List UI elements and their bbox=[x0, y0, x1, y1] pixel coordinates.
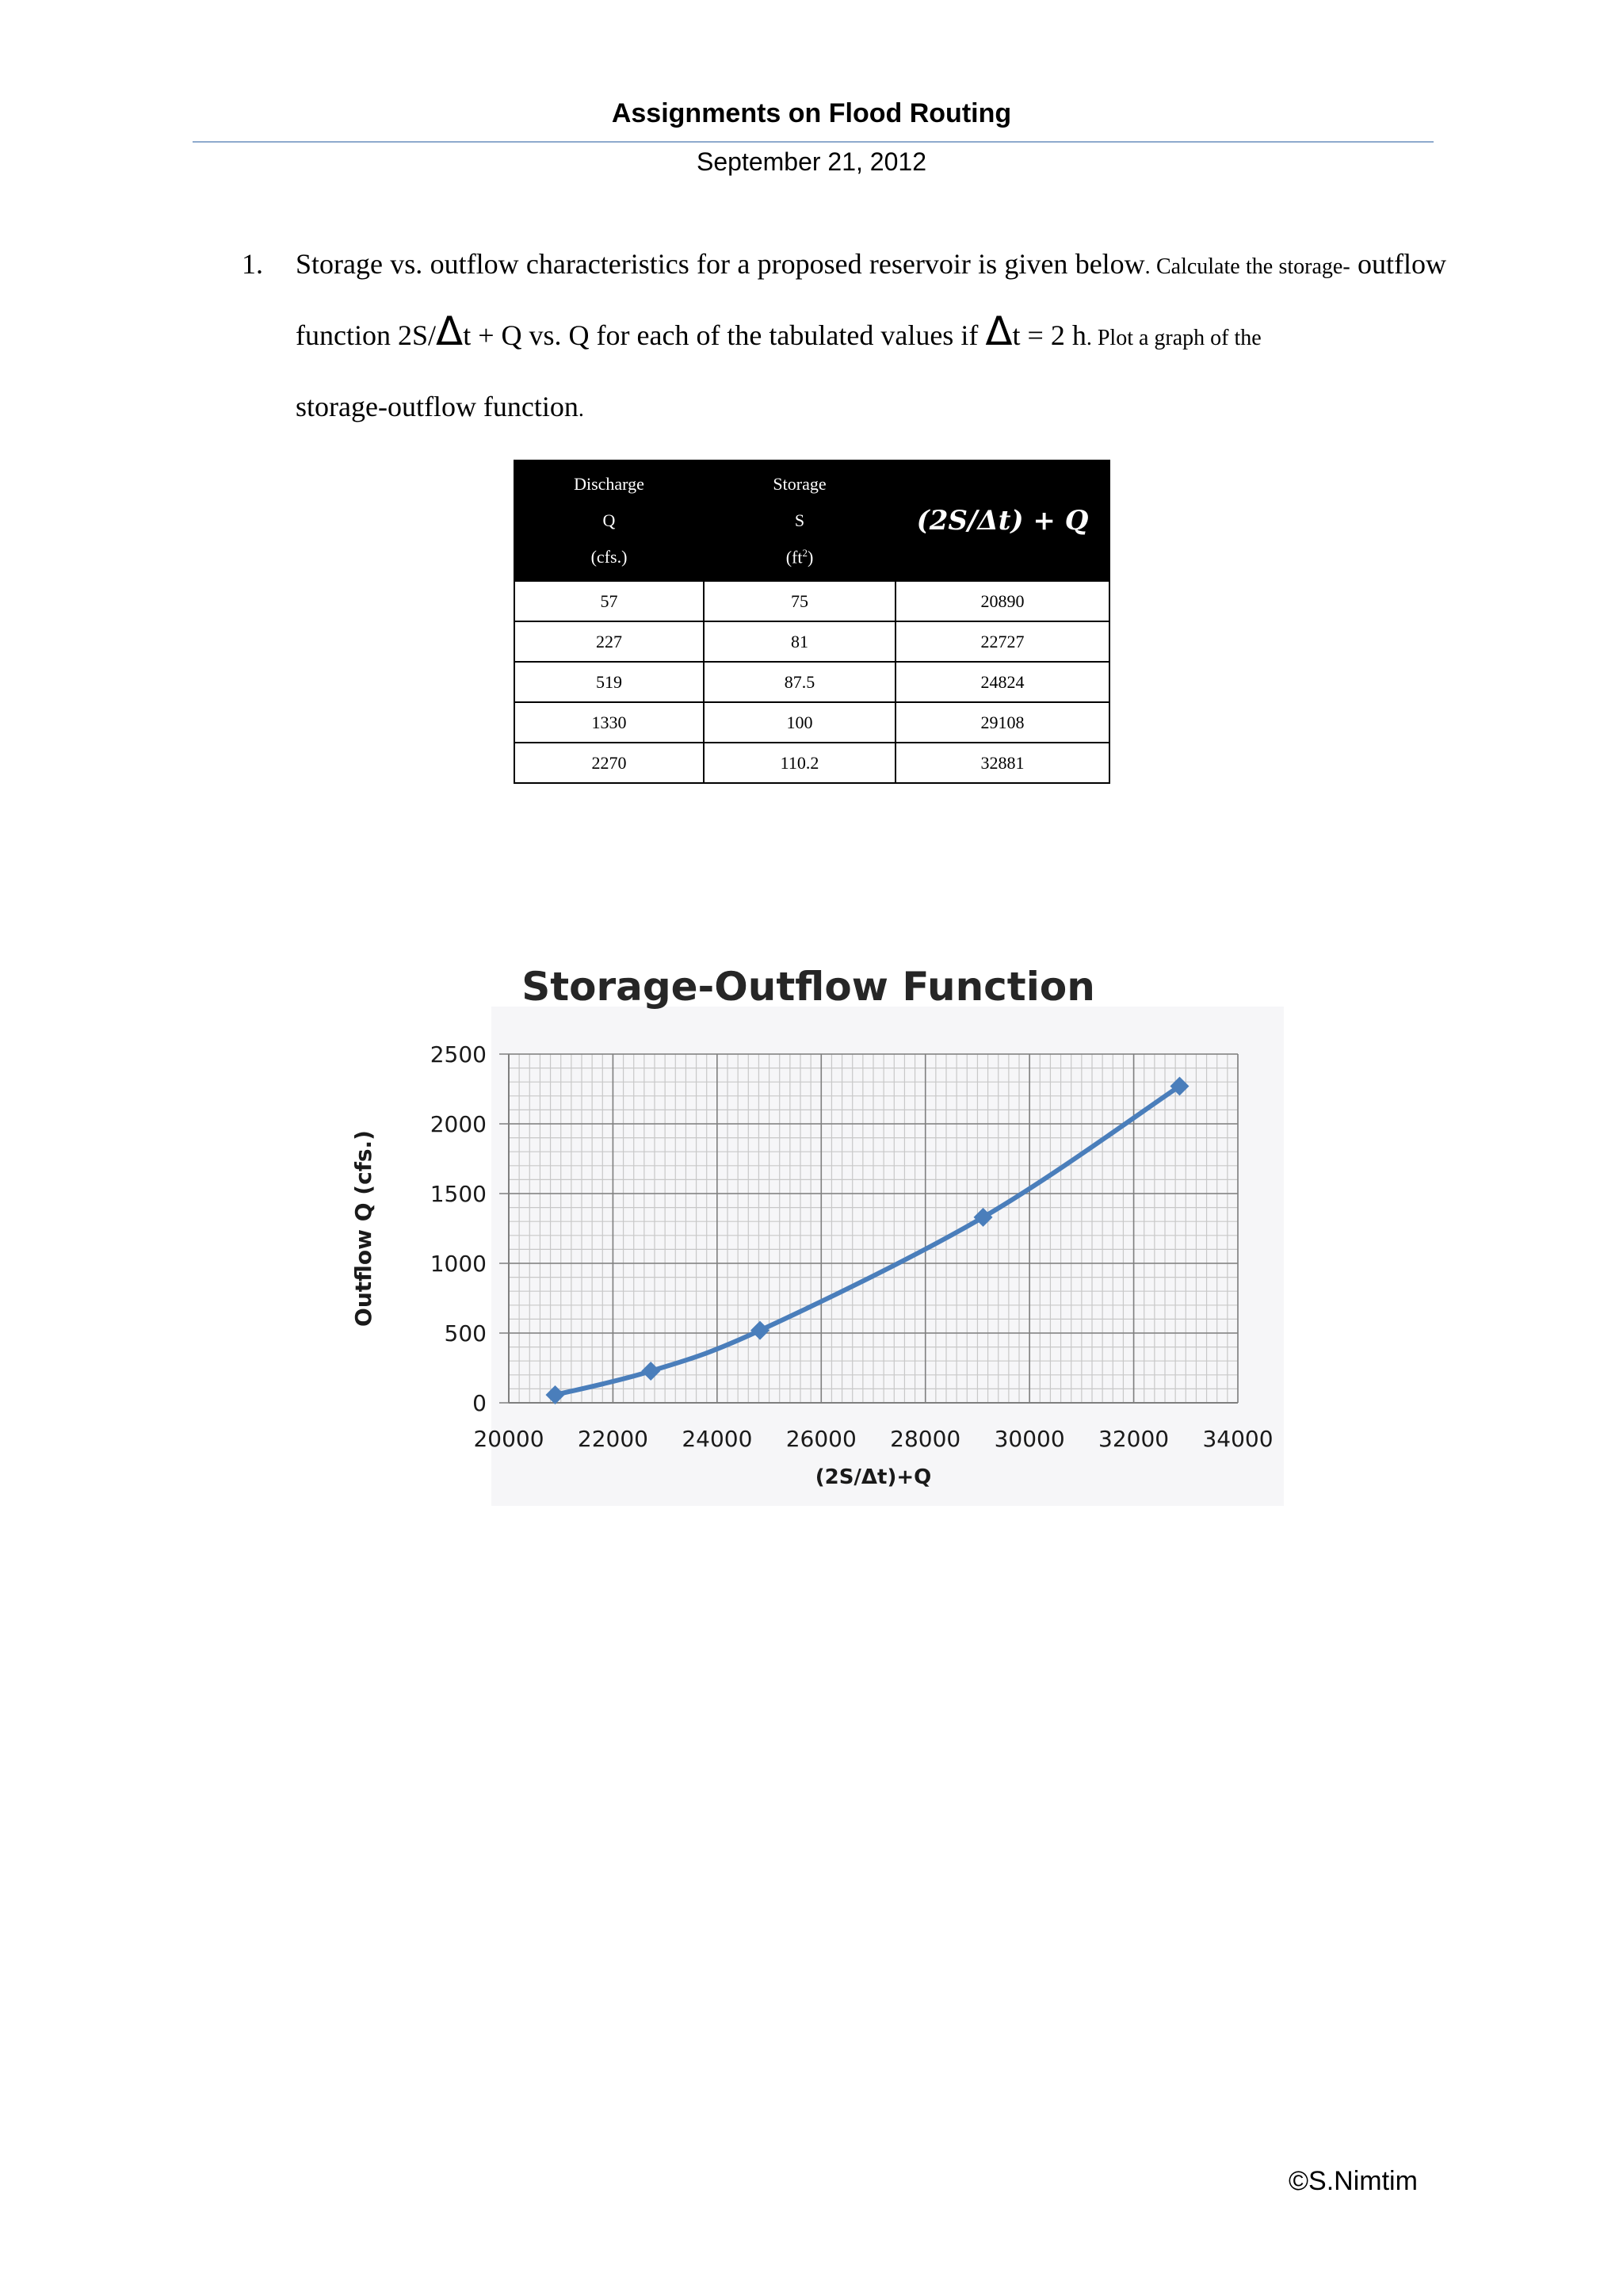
delta-symbol: Δ bbox=[436, 308, 464, 354]
x-tick-label: 26000 bbox=[785, 1426, 857, 1452]
table-cell-function: 29108 bbox=[896, 702, 1109, 743]
header-discharge-title: Discharge bbox=[574, 474, 644, 494]
document-date: September 21, 2012 bbox=[697, 147, 926, 176]
table-row bbox=[514, 621, 1109, 662]
y-tick-label: 0 bbox=[472, 1390, 487, 1416]
question-line1-punct: . Calculate the storage- bbox=[1144, 254, 1350, 279]
table-cell-discharge: 2270 bbox=[514, 743, 704, 783]
header-function-formula: (2S/Δt) + Q bbox=[916, 505, 1089, 537]
y-tick-label: 1000 bbox=[430, 1251, 487, 1277]
y-axis-label: Outflow Q (cfs.) bbox=[350, 1130, 376, 1327]
header-storage-unit: $(ft^2)$ bbox=[785, 546, 814, 567]
question-number: 1. bbox=[242, 248, 263, 280]
chart-svg bbox=[333, 951, 1300, 1506]
data-point-marker bbox=[545, 1385, 564, 1404]
header-storage-title: Storage bbox=[773, 473, 827, 494]
question-line3-end: . bbox=[578, 397, 584, 422]
document-title: Assignments on Flood Routing bbox=[611, 98, 1012, 128]
y-tick-label: 2000 bbox=[430, 1111, 487, 1137]
series-line bbox=[555, 1086, 1179, 1394]
table-cell-discharge: 57 bbox=[514, 581, 704, 621]
x-tick-label: 34000 bbox=[1202, 1426, 1274, 1452]
y-tick-label: 500 bbox=[444, 1320, 487, 1347]
table-cell-discharge: 227 bbox=[514, 621, 704, 662]
data-point-marker bbox=[750, 1321, 769, 1340]
question-line2a: outflow function 2S/ bbox=[296, 248, 1446, 351]
x-tick-label: 30000 bbox=[994, 1426, 1065, 1452]
table-cell-function: 20890 bbox=[896, 581, 1109, 621]
table-row bbox=[514, 581, 1109, 621]
header-discharge bbox=[514, 460, 704, 581]
x-tick-label: 22000 bbox=[577, 1426, 648, 1452]
header-storage bbox=[704, 460, 896, 581]
table-cell-storage: 87.5 bbox=[704, 662, 896, 702]
y-tick-label: 2500 bbox=[430, 1041, 487, 1068]
table-cell-function: 32881 bbox=[896, 743, 1109, 783]
header-discharge-unit: (cfs.) bbox=[590, 547, 628, 567]
table-cell-storage: 110.2 bbox=[704, 743, 896, 783]
y-tick-label: 1500 bbox=[430, 1181, 487, 1207]
header-storage-symbol: S bbox=[794, 510, 805, 530]
storage-outflow-table bbox=[514, 460, 1110, 784]
table-row bbox=[514, 662, 1109, 702]
delta-symbol-2: Δ bbox=[985, 308, 1013, 354]
storage-outflow-chart bbox=[333, 951, 1300, 1506]
x-axis-label: (2S/Δt)+Q bbox=[815, 1465, 932, 1489]
x-tick-label: 32000 bbox=[1098, 1426, 1170, 1452]
copyright-footer: ©S.Nimtim bbox=[1289, 2166, 1418, 2196]
question-line2c: t = 2 h bbox=[1012, 319, 1086, 351]
table-body bbox=[514, 581, 1109, 783]
question-line3: storage-outflow function bbox=[296, 391, 579, 422]
x-tick-label: 28000 bbox=[890, 1426, 961, 1452]
table-row bbox=[514, 743, 1109, 783]
question-line1: Storage vs. outflow characteristics for a proposed reservoir is given below bbox=[296, 248, 1145, 280]
table-cell-function: 24824 bbox=[896, 662, 1109, 702]
header-function bbox=[896, 460, 1109, 581]
table-cell-storage: 100 bbox=[704, 702, 896, 743]
table-row bbox=[514, 702, 1109, 743]
table-cell-storage: 75 bbox=[704, 581, 896, 621]
header-divider bbox=[193, 141, 1434, 143]
table-cell-storage: 81 bbox=[704, 621, 896, 662]
x-tick-label: 20000 bbox=[473, 1426, 544, 1452]
table-cell-function: 22727 bbox=[896, 621, 1109, 662]
chart-title: Storage-Outflow Function bbox=[521, 964, 1095, 1010]
question-line2b: t + Q vs. Q for each of the tabulated values if bbox=[463, 319, 986, 351]
question-text bbox=[296, 230, 1446, 444]
x-tick-label: 24000 bbox=[682, 1426, 753, 1452]
question-line2d: . Plot a graph of the bbox=[1086, 326, 1262, 350]
table-cell-discharge: 519 bbox=[514, 662, 704, 702]
table-cell-discharge: 1330 bbox=[514, 702, 704, 743]
header-discharge-symbol: Q bbox=[602, 510, 616, 530]
